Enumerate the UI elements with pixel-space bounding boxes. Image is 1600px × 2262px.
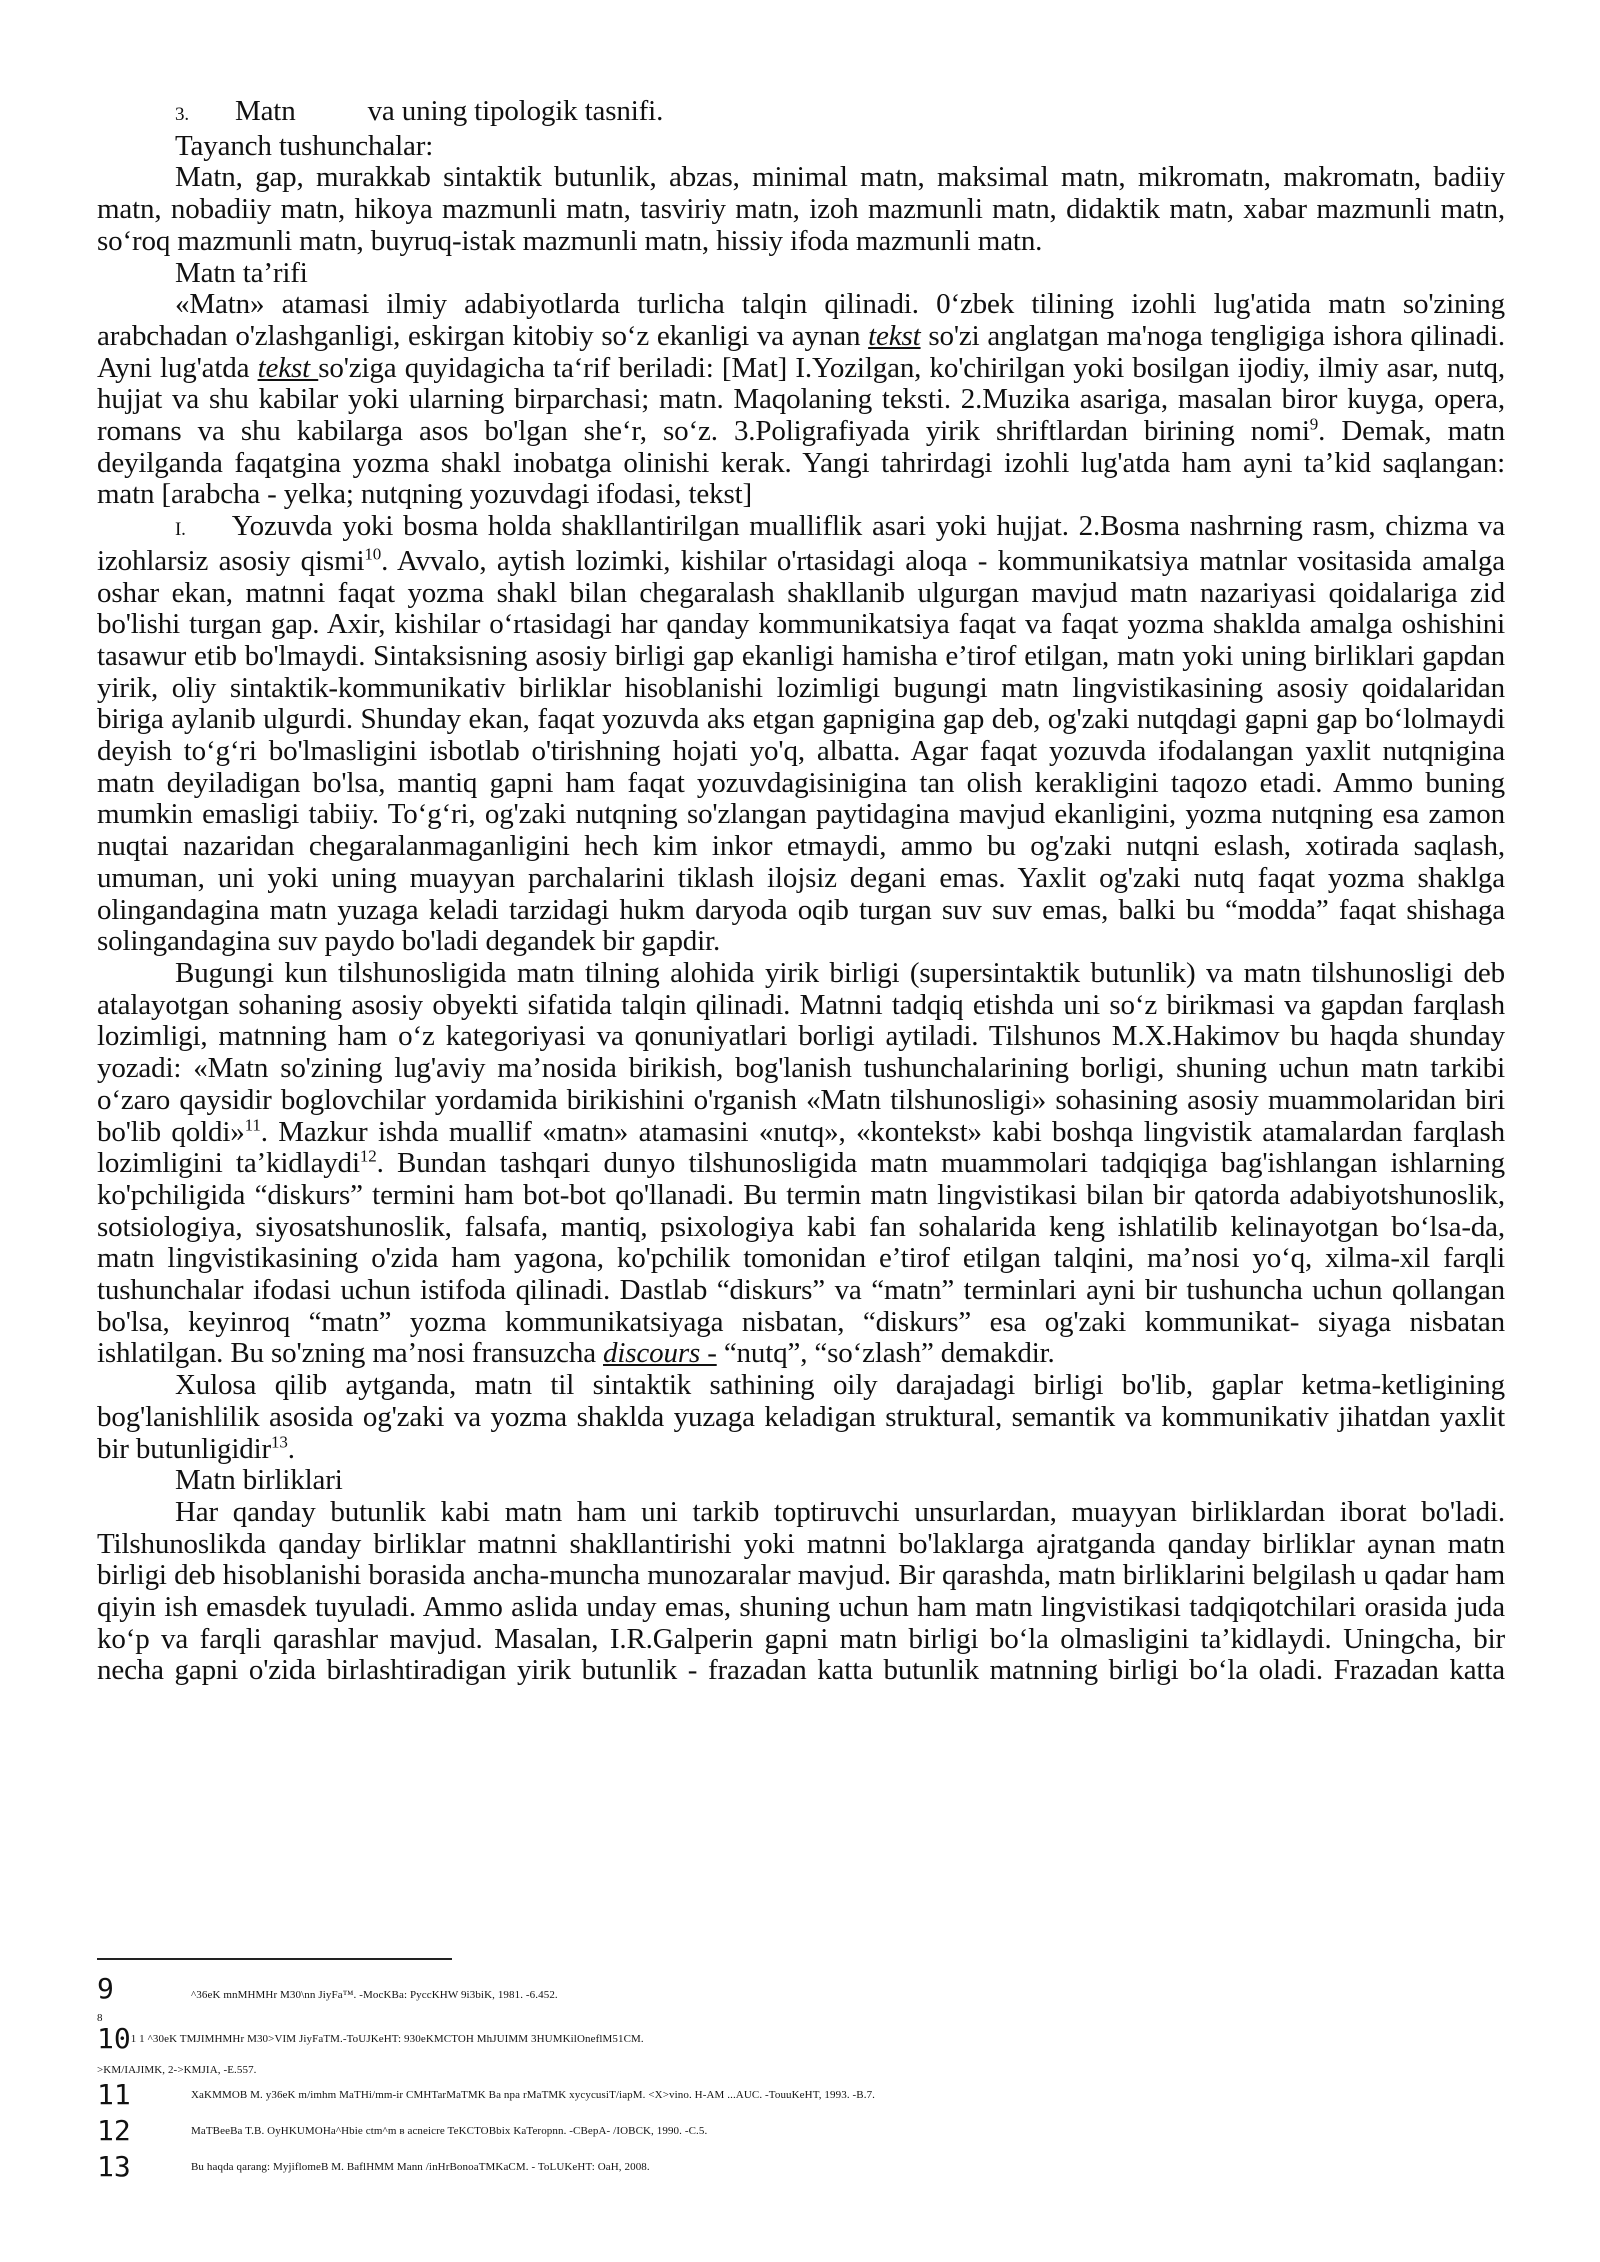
footnote-8: 8	[97, 2012, 103, 2024]
footnote-9: 9 ^36eK mnMHMHr M30\nn JiyFa™. -MocKBa: PyccKHW 9i3biK, 1981. -6.452.	[97, 1972, 558, 2005]
footnote-ref-11[interactable]: 11	[244, 1114, 261, 1134]
paragraph-conclusion: Xulosa qilib aytganda, matn til sintaktik sathining oily darajadagi birligi bo'lib, gaplar ketma-ketligining bog'lanishlilik asosida og'zaki va yozma shaklda yuzaga keladigan struktural, semantik va kommunikativ jihatdan yaxlit bir butunligidir$^{13}$.	[97, 1369, 1505, 1465]
heading-rest: va uning tipologik tasnifi.	[367, 95, 664, 127]
term-discours: discours -	[603, 1337, 717, 1370]
footnote-10-continued: >KM/IAJIMK, 2->KMJIA, -E.557.	[97, 2064, 257, 2076]
footnote-11: 11 $^{XaKMMOB M. y36eK m/imhm MaTHi/mm-ir CMHTarMaTMK Ba npa rMaTMK xycycusiT/iapM. <X>vino. H-AM ...AUC. -TouuKeHT, 1993. -B.7.}$	[97, 2078, 876, 2111]
footnote-ref-12[interactable]: 12	[359, 1146, 377, 1166]
paragraph-written-form: I. Yozuvda yoki bosma holda shakllantirilgan mualliflik asari yoki hujjat. 2.Bosma nashrning rasm, chizma va izohlarsiz asosiy qismi$^{10}$. Avvalo, aytish lozimki, kishilar o'rtasidagi aloqa - kommunikatsiya matnlar vositasida amalga oshar ekan, matnni faqat yozma shakl bilan chegaralash shakllanib ulgurgan mavjud matn nazariyasi qoidalariga zid bo'lishi turgan gap. Axir, kishilar o‘rtasidagi har qanday kommunikatsiya faqat va faqat yozma shaklda amalga oshishini tasawur etib bo'lmaydi. Sintaksisning asosiy birligi gap ekanligi hamisha e’tirof etilgan, matn yoki uning birliklari gapdan yirik, oliy sintaktik-kommunikativ birliklar hisoblanishi lozimligi bugungi matn lingvistikasining asosiy qoidalaridan biriga aylanib ulgurdi. Shunday ekan, faqat yozuvda aks etgan gapnigina gap deb, og'zaki nutqdagi gapni gap bo‘lolmaydi deyish to‘g‘ri bo'lmasligini isbotlab o'tirishning hojati yo'q, albatta. Agar faqat yozuvda ifodalangan yaxlit nutqnigina matn deyiladigan bo'lsa, mantiq gapni ham faqat yozuvdagisinigina tan olish kerakligini taqozo etadi. Ammo buning mumkin emasligi tabiiy. To‘g‘ri, og'zaki nutqning so'zlangan paytidagina mavjud ekanligini, yozma nutqning esa zamon nuqtai nazaridan chegaralanmaganligini hech kim inkor etmaydi, ammo bu og'zaki nutqni eslash, xotirada saqlash, umuman, uni yoki uning muayyan parchalarini tiklash ilojsiz degani emas. Yaxlit og'zaki nutq faqat yozma shaklga olingandagina matn yuzaga keladi tarzidagi hukm daryoda oqib turgan suv suv emas, balki bu “modda” faqat shishaga solingandagina suv paydo bo'ladi degandek bir gapdir.	[97, 510, 1505, 958]
term-tekst-2: tekst	[257, 351, 319, 384]
footnote-13: 13 $^{Bu haqda qarang: MyjiflomeB M. BaflHMM Mann /inHrBonoaTMKaCM. - ToLUKeHT: OaH, 2008.}$	[97, 2150, 650, 2183]
footnote-ref-10[interactable]: 10	[364, 544, 382, 564]
list-number: I.	[175, 519, 186, 541]
footnote-10: $10^{1 1 \^{}30eK TMJIMHMHr M30>VIM JiyFaTM.-ToUJKeHT: 930eKMCTOH MhJUIMM 3HUMKilOneflM51CM.}$	[97, 2022, 644, 2055]
footnote-separator	[97, 1958, 452, 1960]
footnote-ref-13[interactable]: 13	[271, 1431, 288, 1451]
paragraph-modern-linguistics: Bugungi kun tilshunosligida matn tilning alohida yirik birligi (supersintaktik butunlik) va matn tilshunosligi deb atalayotgan sohaning asosiy obyekti sifatida talqin qilinadi. Matnni tadqiq etishda uni so‘z birikmasi va gapdan farqlash lozimligi, matnning ham o‘z kategoriyasi va qonuniyatlari borligi aytiladi. Tilshunos M.X.Hakimov bu haqda shunday yozadi: «Matn so'zining lug'aviy ma’nosida birikish, bog'lanish tushunchalarining borligi, shuning uchun matn tarkibi o‘zaro qaysidir boglovchilar yordamida birikishini o'rganish «Matn tilshunosligi» sohasining asosiy muammolaridan biri bo'lib qoldi»$^{11}$. Mazkur ishda muallif «matn» atamasini «nutq», «kontekst» kabi boshqa lingvistik atamalardan farqlash lozimligini ta’kidlaydi$^{12}$. Bundan tashqari dunyo tilshunosligida matn muammolari tadqiqiga bag'ishlangan ishlarning ko'pchiligida “diskurs” termini ham bot-bot qo'llanadi. Bu termin matn lingvistikasi bilan bir qatorda adabiyotshunoslik, sotsiologiya, siyosatshunoslik, falsafa, mantiq, psixologiya kabi fan sohalarida keng ishlatilib kelinayotgan bo‘lsa-da, matn lingvistikasining o'zida ham yagona, ko'pchilik tomonidan e’tirof etilgan talqini, ma’nosi yo‘q, xilma-xil farqli tushunchalar ifodasi uchun istifoda qilinadi. Dastlab “diskurs” va “matn” terminlari ayni bir tushuncha uchun qollangan bo'lsa, keyinroq “matn” yozma kommunikatsiyaga nisbatan, “diskurs” esa og'zaki kommunikat- siyaga nisbatan ishlatilgan. Bu so'zning ma’nosi fransuzcha discours - “nutq”, “so‘zlash” demakdir.	[97, 956, 1505, 1370]
keywords-text: Matn, gap, murakkab sintaktik butunlik, abzas, minimal matn, maksimal matn, mikromatn, makromatn, badiiy matn, nobadiiy matn, hikoya mazmunli matn, tasviriy matn, izoh mazmunli matn, didaktik matn, xabar mazmunli matn, so‘roq mazmunli matn, buyruq-istak mazmunli matn, hissiy ifoda mazmunli matn.	[97, 161, 1505, 257]
footnote-ref-9[interactable]: 9	[1309, 414, 1319, 434]
term-tekst: tekst	[868, 319, 921, 352]
paragraph-definition: «Matn» atamasi ilmiy adabiyotlarda turlicha talqin qilinadi. 0‘zbek tilining izohli lug'atida matn so'zining arabchadan o'zlashganligi, eskirgan kitobiy so‘z ekanligi va aynan tekst so'zi anglatgan ma'noga tengligiga ishora qilinadi. Ayni lug'atda tekst so'ziga quyidagicha ta‘rif beriladi: [Mat] I.Yozilgan, ko'chirilgan yoki bosilgan ijodiy, ilmiy asar, nutq, hujjat va shu kabilar yoki ularning birparchasi; matn. Maqolaning teksti. 2.Muzika asariga, masalan biror kuyga, opera, romans va shu kabilarga asos bo'lgan she‘r, so‘z. 3.Poligrafiyada yirik shriftlardan birining nomi$^9$. Demak, matn deyilganda faqatgina yozma shakl inobatga olinishi kerak. Yangi tahrirdagi izohli lug'atda ham ayni ta’kid saqlangan: matn [arabcha - yelka; nutqning yozuvdagi ifodasi, tekst]	[97, 288, 1506, 511]
keywords-title: Tayanch tushunchalar:	[175, 129, 434, 162]
units-title: Matn birliklari	[175, 1464, 343, 1497]
heading-word: Matn	[234, 95, 296, 127]
paragraph-text-units: Har qanday butunlik kabi matn ham uni tarkib toptiruvchi unsurlardan, muayyan birliklardan iborat bo'ladi. Tilshunoslikda qanday birliklar matnni shakllantirishi yoki matnni bo'laklarga ajratganda qanday birliklar aynan matn birligi deb hisoblanishi borasida ancha-muncha munozaralar mavjud. Bir qarashda, matn birliklarini belgilash u qadar ham qiyin ish emasdek tuyuladi. Ammo aslida unday emas, shuning uchun ham matn lingvistikasi tadqiqotchilari orasida juda ko‘p va farqli qarashlar mavjud. Masalan, I.R.Galperin gapni matn birligi bo‘la olmasligini ta’kidlaydi. Uningcha, bir necha gapni o'zida birlashtiradigan yirik butunlik - frazadan katta butunlik matnning birligi bo‘la oladi. Frazadan katta	[97, 1495, 1505, 1687]
body-text	[97, 96, 1505, 1687]
footnote-12: 12 $^{MaTBeeBa T.B. OyHKUMOHa\^{}Hbie ctm\^{}m в acneicre TeKCTOBbix KaTeropnn. -CBepA- /IOBCK, 1990. -C.5.}$	[97, 2114, 708, 2147]
heading-number: 3.	[175, 104, 189, 125]
section-heading	[97, 96, 1505, 131]
definition-title: Matn ta’rifi	[175, 256, 308, 289]
